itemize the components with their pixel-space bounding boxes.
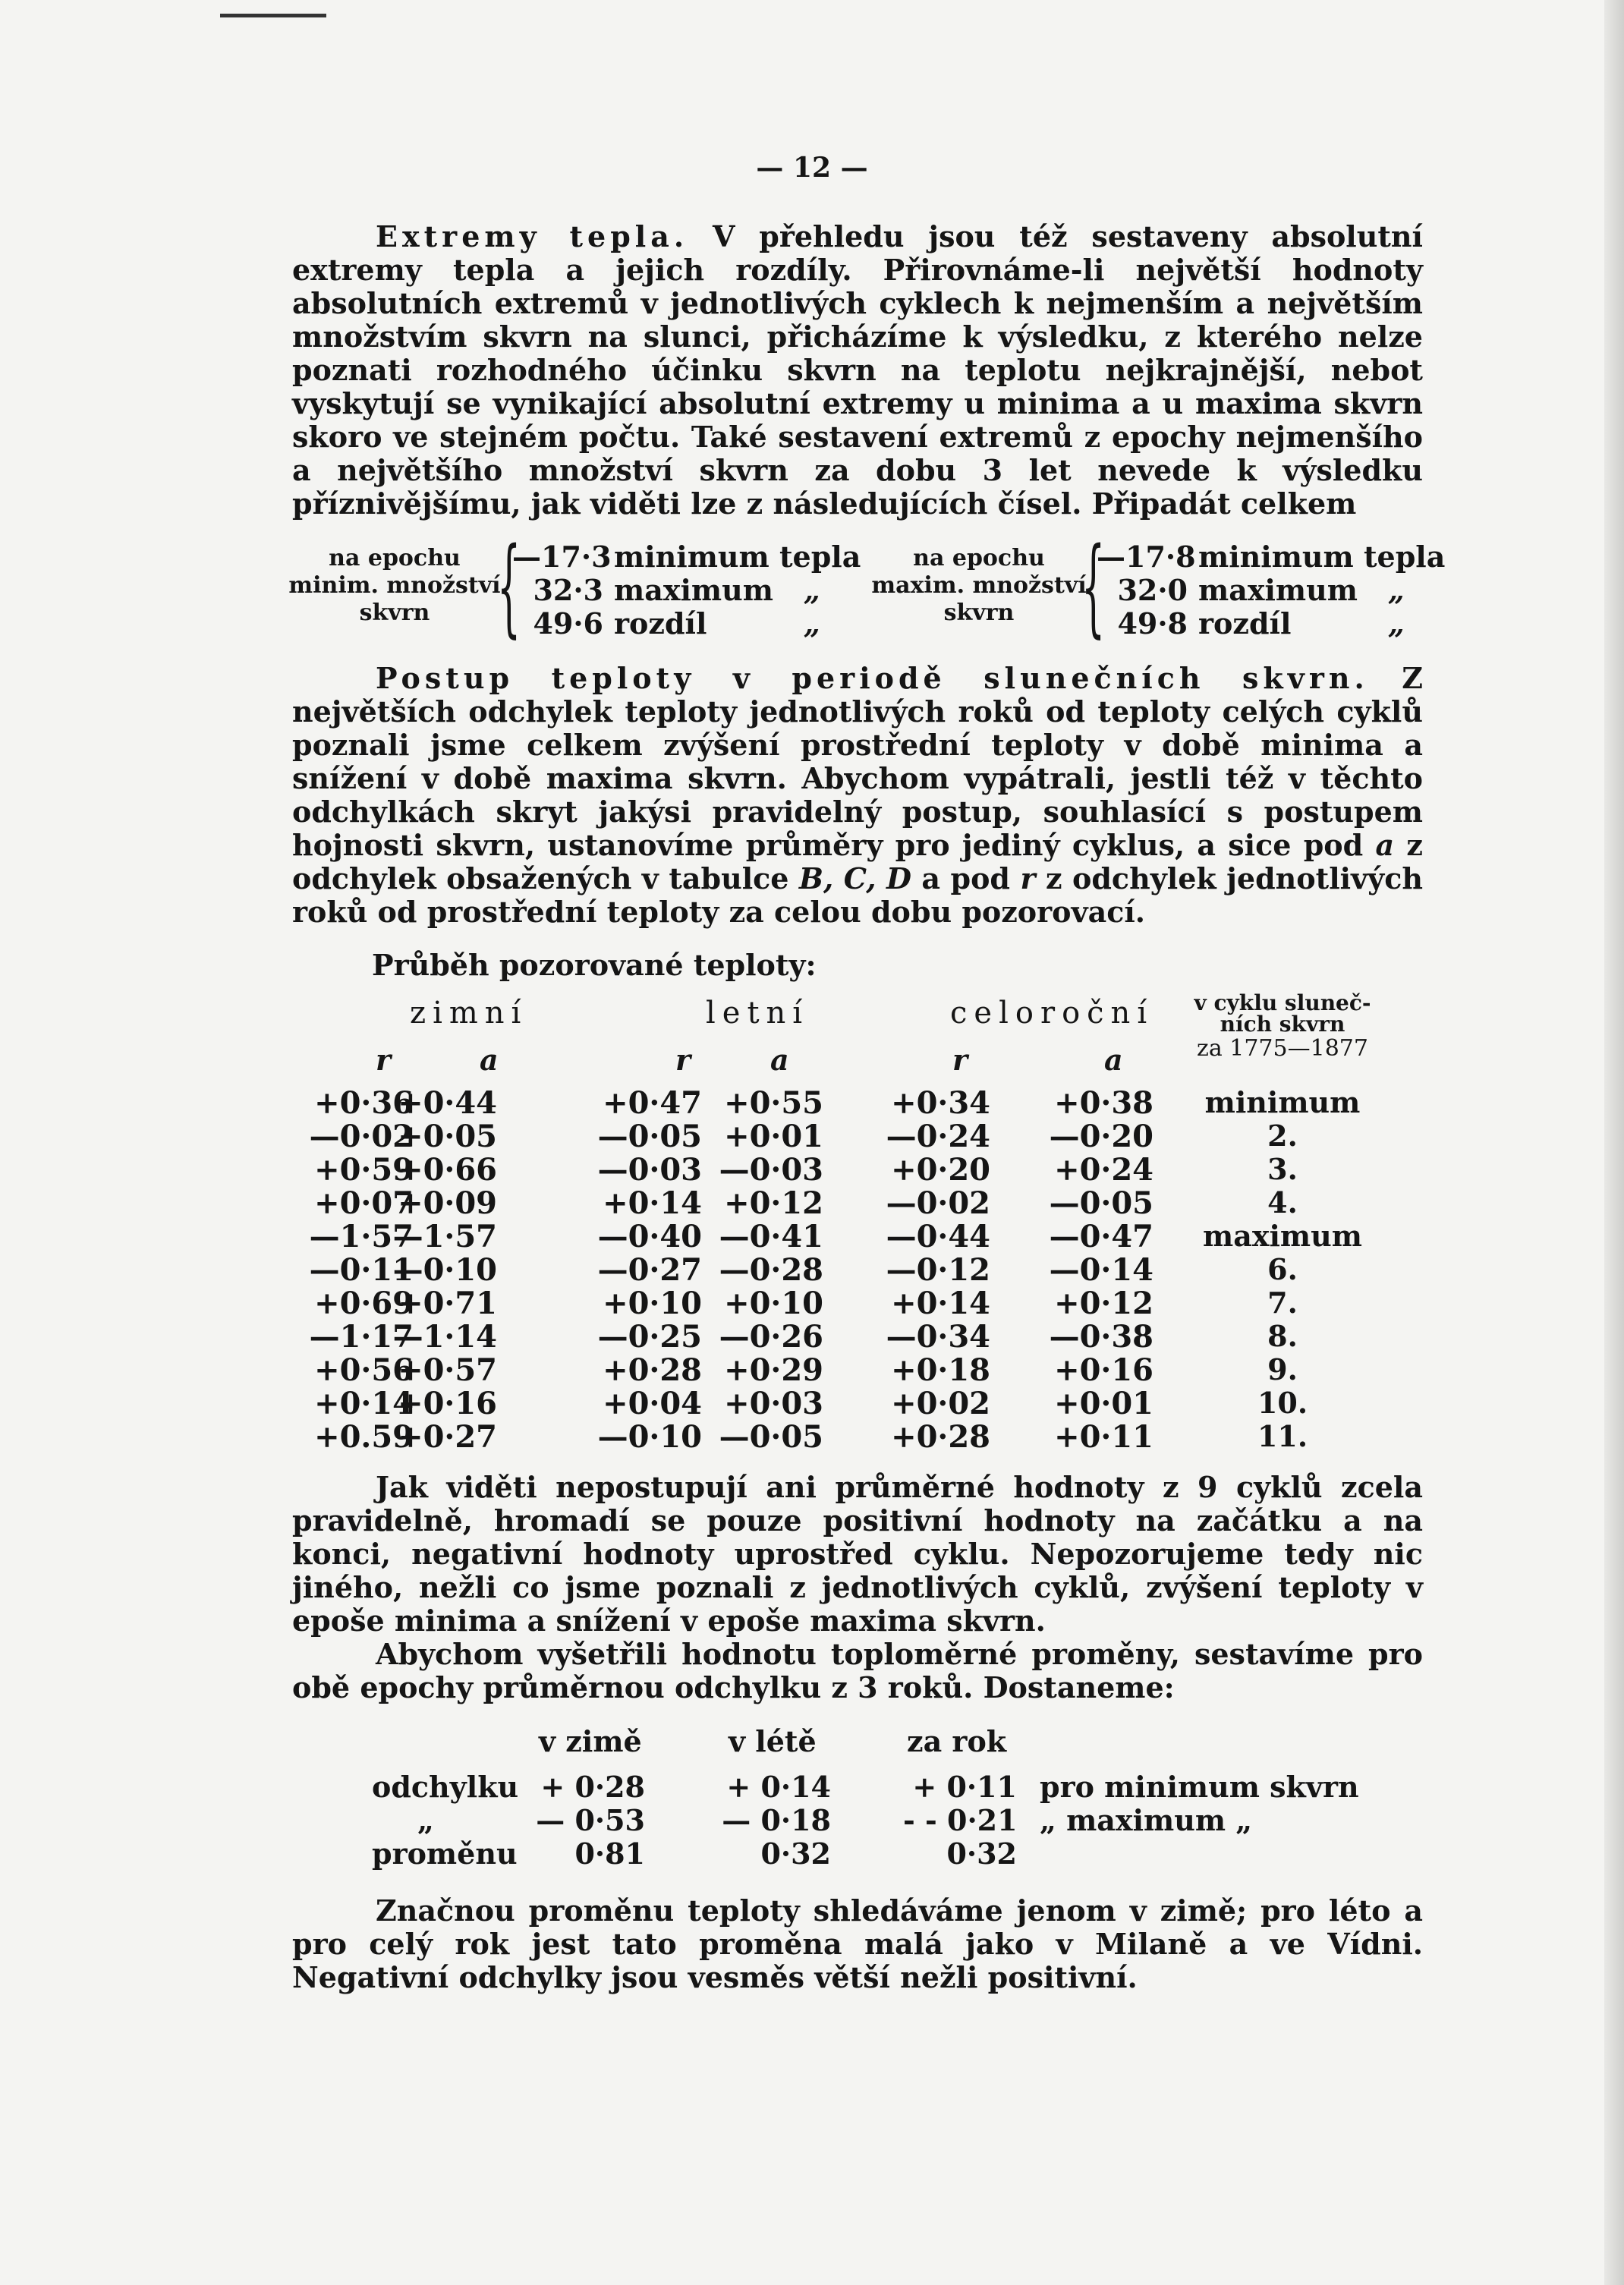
- brace-label-line: skvrn: [359, 600, 430, 626]
- brace-label-line: na epochu: [913, 545, 1045, 571]
- brace-label-maximum: [869, 545, 1089, 627]
- brace-word: minimum tepla: [1198, 540, 1446, 574]
- table-cell: +0·44: [398, 1085, 497, 1121]
- deviation-value: + 0·11: [912, 1770, 1017, 1804]
- brace-label-line: maxim. množství: [871, 572, 1087, 599]
- left-curly-brace: {: [1081, 525, 1106, 649]
- table-cell: —1·17: [309, 1319, 414, 1355]
- table-cell: —0·47: [1049, 1219, 1153, 1254]
- table-cell: +0·10: [603, 1286, 702, 1321]
- deviation-header: v létě: [729, 1724, 817, 1758]
- table-cell: —0·25: [597, 1319, 702, 1355]
- symbol-r: r: [1020, 861, 1036, 895]
- deviation-value: 0·32: [760, 1836, 831, 1871]
- table-cell: +0·16: [1054, 1352, 1153, 1388]
- table-cell: +0·12: [1054, 1286, 1153, 1321]
- page-number: — 12 —: [756, 152, 868, 184]
- table-cell: +0·10: [724, 1286, 823, 1321]
- brace-row: [1097, 574, 1418, 607]
- brace-values-maximum: [1097, 540, 1446, 640]
- table-cell: +0·38: [1054, 1085, 1153, 1121]
- table-cell: +0·57: [398, 1352, 497, 1388]
- brace-row: [512, 540, 861, 574]
- cycle-label: 8.: [1267, 1319, 1298, 1353]
- deviation-header: za rok: [907, 1724, 1007, 1758]
- deviation-header: v zimě: [539, 1724, 642, 1758]
- table-cell: —0·11: [309, 1252, 414, 1288]
- cycle-label: 10.: [1257, 1386, 1308, 1420]
- ditto-mark: „: [1388, 573, 1405, 607]
- sub-header-r: r: [675, 1043, 691, 1077]
- paragraph-abychom: Abychom vyšetřili hodnotu toploměrné proměny, sestavíme pro obě epochy průměrnou odchylku z 3 roků. Dostaneme:: [292, 1637, 1423, 1704]
- table-cell: —0·10: [392, 1252, 497, 1288]
- brace-row: [512, 574, 834, 607]
- deviation-value: - - 0·21: [903, 1803, 1018, 1837]
- table-cell: +0·28: [603, 1352, 702, 1388]
- sub-header-a: a: [480, 1043, 499, 1077]
- cycle-header-line: za 1775—1877: [1197, 1035, 1368, 1062]
- brace-word: rozdíl: [1198, 606, 1292, 640]
- table-cell: —1·14: [392, 1319, 497, 1355]
- brace-word: rozdíl: [614, 606, 707, 640]
- deviation-value: — 0·53: [536, 1803, 645, 1837]
- table-cell: +0·59: [314, 1152, 414, 1188]
- paragraph-znacnou: Značnou proměnu teploty shledáváme jenom v zimě; pro léto a pro celý rok jest tato proměna malá jako v Milaně a ve Vídni. Negativní odchylky jsou vesměs větší nežli positivní.: [292, 1893, 1423, 1994]
- cycle-label: 4.: [1267, 1185, 1298, 1220]
- paragraph-extremy: [292, 220, 1423, 521]
- table-cell: —0·20: [1049, 1119, 1153, 1154]
- table-cell: +0·34: [891, 1085, 990, 1121]
- heading-extremy: Extremy tepla.: [376, 219, 689, 253]
- table-cell: —0·26: [719, 1319, 823, 1355]
- table-title: Průběh pozorované teploty:: [372, 948, 817, 982]
- deviation-row-label: odchylku: [372, 1770, 519, 1804]
- deviation-row-label: „: [417, 1803, 434, 1837]
- table-cell: +0·20: [891, 1152, 990, 1188]
- table-cell: —0·02: [886, 1185, 990, 1221]
- brace-label-line: na epochu: [329, 545, 461, 571]
- brace-value: 49·8: [1117, 606, 1188, 640]
- sub-header-r: r: [952, 1043, 968, 1077]
- table-cell: —0·03: [719, 1152, 823, 1188]
- table-cell: +0·04: [603, 1386, 702, 1421]
- table-cell: +0·14: [891, 1286, 990, 1321]
- sub-header-r: r: [376, 1043, 392, 1077]
- table-cell: +0·24: [1054, 1152, 1153, 1188]
- table-cell: +0·09: [398, 1185, 497, 1221]
- brace-word: maximum: [614, 573, 773, 607]
- brace-values-minimum: [512, 540, 861, 640]
- brace-label-line: minim. množství: [288, 572, 501, 599]
- table-cell: +0·03: [724, 1386, 823, 1421]
- brace-word: maximum: [1198, 573, 1358, 607]
- symbol-a: a: [1375, 828, 1395, 862]
- cycle-label: maximum: [1203, 1219, 1362, 1253]
- deviation-row-label: proměnu: [372, 1836, 518, 1871]
- cycle-label: 6.: [1267, 1252, 1298, 1286]
- brace-value: 49·6: [533, 606, 603, 640]
- table-cell: +0·11: [1054, 1419, 1153, 1455]
- cycle-label: minimum: [1204, 1085, 1361, 1119]
- sub-header-a: a: [1104, 1043, 1123, 1077]
- table-cell: —0·05: [1049, 1185, 1153, 1221]
- paragraph-jak-videti: Jak viděti nepostupují ani průměrné hodnoty z 9 cyklů zcela pravidelně, hromadí se pouze positivní hodnoty na začátku a na konci, negativní hodnoty uprostřed cyklu. Nepozorujeme tedy nic jiného, nežli co jsme poznali z jednotlivých cyklů, zvýšení teploty v epoše minima a snížení v epoše maxima skvrn.: [292, 1470, 1423, 1638]
- table-cell: —0·24: [886, 1119, 990, 1154]
- table-cell: —0·02: [309, 1119, 414, 1154]
- table-cell: +0·69: [314, 1286, 414, 1321]
- paragraph-postup: [292, 662, 1423, 929]
- brace-value: 32·0: [1117, 573, 1188, 607]
- table-cell: —1·57: [309, 1219, 414, 1254]
- cycle-header-line: v cyklu sluneč-: [1194, 990, 1371, 1015]
- table-cell: +0·55: [724, 1085, 823, 1121]
- table-cell: —0·27: [597, 1252, 702, 1288]
- paragraph-extremy-text: V přehledu jsou též sestaveny absolutní extremy tepla a jejich rozdíly. Přirovnáme-li největší hodnoty absolutních extremů v jednotlivých cyklech k nejmenším a největším množstvím skvrn na slunci, přicházíme k výsledku, z kterého nelze poznati rozhodného účinku skvrn na teplotu nejkrajnější, nebot vyskytují se vynikající absolutní extremy u minima a u maxima skvrn skoro ve stejném počtu. Také sestavení extremů z epochy nejmenšího a největšího množství skvrn za dobu 3 let nevede k výsledku příznivějšímu, jak viděti lze z následujících čísel. Připadát celkem: [292, 219, 1423, 521]
- cycle-label: 3.: [1267, 1152, 1298, 1186]
- heading-postup: Postup teploty v periodě slunečních skvrn.: [376, 661, 1369, 695]
- table-cell: +0·01: [1054, 1386, 1153, 1421]
- table-cell: +0·28: [891, 1419, 990, 1455]
- column-group-letni: letní: [706, 996, 810, 1031]
- table-cell: —0·14: [1049, 1252, 1153, 1288]
- cycle-header-line: ních skvrn: [1220, 1012, 1345, 1037]
- brace-value: —17·3: [512, 540, 612, 574]
- table-cell: —0·41: [719, 1219, 823, 1254]
- table-cell: +0·14: [314, 1386, 414, 1421]
- brace-row: [1097, 607, 1418, 640]
- cycle-header: [1169, 990, 1396, 1062]
- table-cell: +0·18: [891, 1352, 990, 1388]
- brace-row: [1097, 540, 1446, 574]
- table-cell: —0·38: [1049, 1319, 1153, 1355]
- ditto-mark: „: [1388, 606, 1405, 640]
- brace-label-line: skvrn: [943, 600, 1015, 626]
- table-cell: —0·28: [719, 1252, 823, 1288]
- brace-label-minimum: [285, 545, 505, 627]
- table-cell: +0·14: [603, 1185, 702, 1221]
- table-cell: +0·27: [398, 1419, 497, 1455]
- cycle-label: 7.: [1267, 1286, 1298, 1320]
- ditto-mark: „: [804, 573, 820, 607]
- column-group-celorocni: celoroční: [950, 996, 1154, 1031]
- table-cell: —0·40: [597, 1219, 702, 1254]
- brace-word: minimum tepla: [614, 540, 861, 574]
- ditto-mark: „: [804, 606, 820, 640]
- scan-edge-shadow: [1604, 0, 1624, 2285]
- brace-value: 32·3: [533, 573, 603, 607]
- table-cell: —0·44: [886, 1219, 990, 1254]
- deviation-value: 0·81: [574, 1836, 645, 1871]
- brace-row: [512, 607, 834, 640]
- table-cell: —0·12: [886, 1252, 990, 1288]
- table-cell: —0·05: [597, 1119, 702, 1154]
- table-cell: —0·10: [597, 1419, 702, 1455]
- table-cell: +0·01: [724, 1119, 823, 1154]
- column-group-zimni: zimní: [410, 996, 528, 1031]
- cycle-label: 2.: [1267, 1119, 1298, 1153]
- deviation-value: + 0·28: [540, 1770, 645, 1804]
- deviation-note: „ maximum „: [1040, 1803, 1253, 1837]
- table-cell: +0·29: [724, 1352, 823, 1388]
- table-cell: +0·47: [603, 1085, 702, 1121]
- deviation-value: 0·32: [946, 1836, 1017, 1871]
- brace-value: —17·8: [1097, 540, 1196, 574]
- table-cell: —1·57: [392, 1219, 497, 1254]
- scan-edge-mark: [220, 14, 326, 17]
- sub-header-a: a: [770, 1043, 789, 1077]
- tables-reference: B, C, D: [798, 861, 911, 895]
- cycle-label: 11.: [1257, 1419, 1308, 1453]
- paragraph-postup-text: a pod: [921, 861, 1010, 895]
- table-cell: +0·02: [891, 1386, 990, 1421]
- table-cell: +0·12: [724, 1185, 823, 1221]
- paragraph-postup-text: z odchylek obsažených v tabulce: [292, 828, 1423, 895]
- deviation-note: pro minimum skvrn: [1040, 1770, 1359, 1804]
- table-cell: +0·56: [314, 1352, 414, 1388]
- deviation-value: — 0·18: [722, 1803, 831, 1837]
- deviation-value: + 0·14: [726, 1770, 831, 1804]
- cycle-label: 9.: [1267, 1352, 1298, 1386]
- left-curly-brace: {: [497, 525, 521, 649]
- table-cell: —0·34: [886, 1319, 990, 1355]
- table-cell: +0·66: [398, 1152, 497, 1188]
- table-cell: —0·05: [719, 1419, 823, 1455]
- table-cell: +0.59: [314, 1419, 414, 1455]
- table-cell: +0·71: [398, 1286, 497, 1321]
- paragraph-postup-text: z odchylek jednotlivých roků od prostřední teploty za celou dobu pozorovací.: [292, 861, 1423, 929]
- paragraph-postup-text: Z největších odchylek teploty jednotlivých roků od teploty celých cyklů poznali jsme celkem zvýšení prostřední teploty v době minima a snížení v době maxima skvrn. Abychom vypátrali, jestli též v těchto odchylkách skryt jakýsi pravidelný postup, souhlasící s postupem hojnosti skvrn, ustanovíme průměry pro jediný cyklus, a sice pod: [292, 661, 1423, 862]
- table-cell: +0·16: [398, 1386, 497, 1421]
- table-cell: +0·36: [314, 1085, 414, 1121]
- table-cell: —0·03: [597, 1152, 702, 1188]
- table-cell: +0·07: [314, 1185, 414, 1221]
- table-cell: +0·05: [398, 1119, 497, 1154]
